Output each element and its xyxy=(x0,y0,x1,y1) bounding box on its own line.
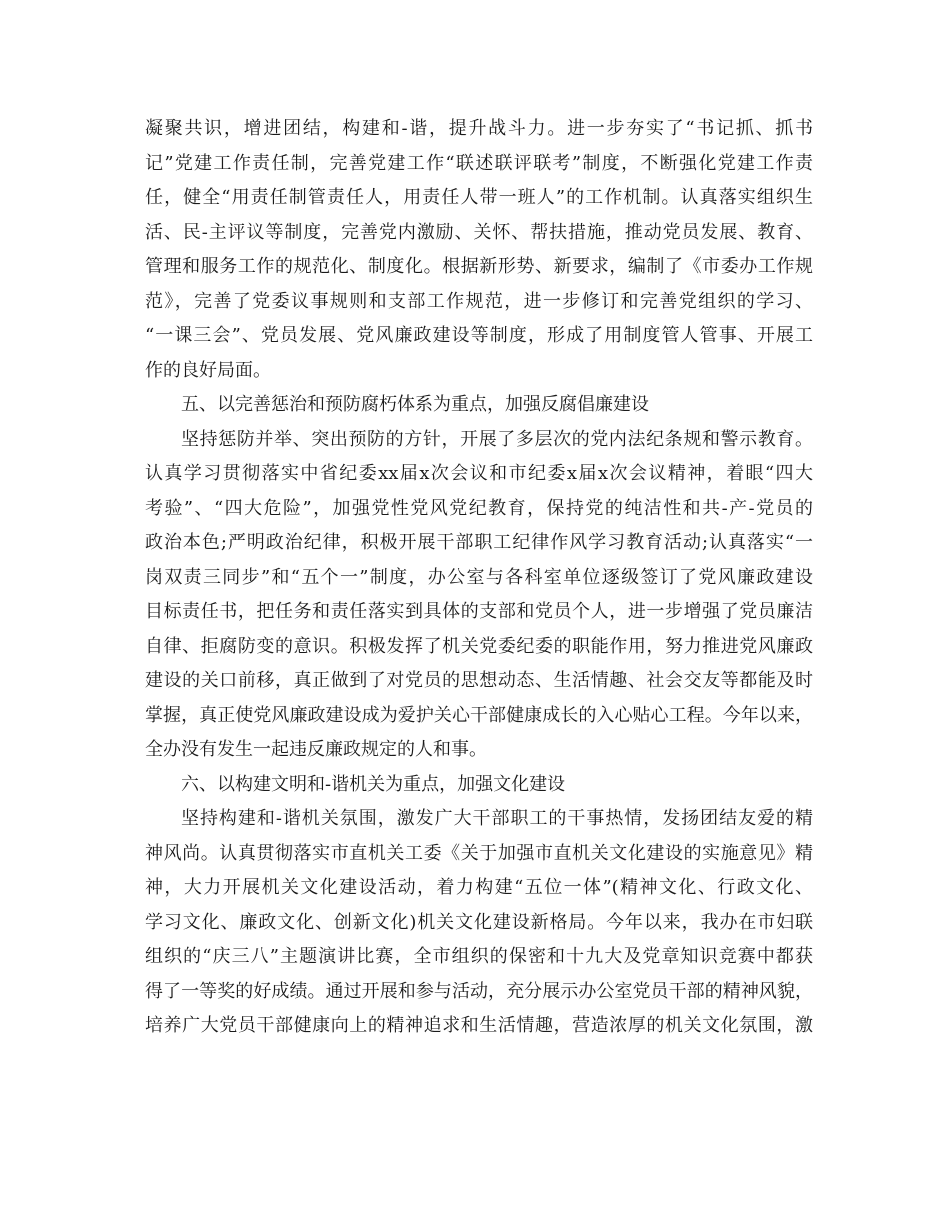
text-line: 神风尚。认真贯彻落实市直机关工委《关于加强市直机关文化建设的实施意见》精 xyxy=(145,842,813,864)
text-line: 管理和服务工作的规范化、制度化。根据新形势、新要求，编制了《市委办工作规 xyxy=(145,256,813,277)
text-line: 全办没有发生一起违反廉政规定的人和事。 xyxy=(145,739,487,760)
text-line: 掌握，真正使党风廉政建设成为爱护关心干部健康成长的入心贴心工程。今年以来， xyxy=(145,704,813,726)
text-line: 学习文化、廉政文化、创新文化)机关文化建设新格局。今年以来，我办在市妇联 xyxy=(145,911,813,933)
section-heading-5: 五、以完善惩治和预防腐朽体系为重点，加强反腐倡廉建设 xyxy=(181,394,649,415)
text-line: 范》，完善了党委议事规则和支部工作规范，进一步修订和完善党组织的学习、 xyxy=(145,290,813,312)
text-line: 任，健全“用责任制管责任人，用责任人带一班人”的工作机制。认真落实组织生 xyxy=(145,187,813,208)
text-line: 目标责任书，把任务和责任落实到具体的支部和党员个人，进一步增强了党员廉洁 xyxy=(145,601,813,622)
text-line: 建设的关口前移，真正做到了对党员的思想动态、生活情趣、社会交友等都能及时 xyxy=(145,670,813,691)
text-line: 坚持构建和-谐机关氛围，激发广大干部职工的干事热情，发扬团结友爱的精 xyxy=(181,808,813,829)
text-line: 记”党建工作责任制，完善党建工作“联述联评联考”制度，不断强化党建工作责 xyxy=(145,152,813,174)
text-line: 培养广大党员干部健康向上的精神追求和生活情趣，营造浓厚的机关文化氛围，激 xyxy=(145,1015,813,1036)
text-line: 考验”、“四大危险”，加强党性党风党纪教育，保持党的纯洁性和共-产-党员的 xyxy=(145,497,813,519)
text-line: 岗双责三同步”和“五个一”制度，办公室与各科室单位逐级签订了党风廉政建设 xyxy=(145,566,813,588)
paragraph-culture xyxy=(145,802,813,1044)
text-line: “一课三会”、党员发展、党风廉政建设等制度，形成了用制度管人管事、开展工 xyxy=(145,325,813,346)
section-heading-6: 六、以构建文明和-谐机关为重点，加强文化建设 xyxy=(181,773,566,795)
text-line: 作的良好局面。 xyxy=(145,359,271,381)
text-line: 自律、拒腐防变的意识。积极发挥了机关党委纪委的职能作用，努力推进党风廉政 xyxy=(145,635,813,657)
text-line: 组织的“庆三八”主题演讲比赛，全市组织的保密和十九大及党章知识竞赛中都获 xyxy=(145,946,813,967)
text-line: 凝聚共识，增进团结，构建和-谐，提升战斗力。进一步夯实了“书记抓、抓书 xyxy=(145,118,813,139)
text-line: 活、民-主评议等制度，完善党内激励、关怀、帮扶措施，推动党员发展、教育、 xyxy=(145,221,813,243)
document-body xyxy=(145,112,813,1044)
text-line: 认真学习贯彻落实中省纪委xx届x次会议和市纪委x届x次会议精神，着眼“四大 xyxy=(145,463,813,484)
text-line: 神，大力开展机关文化建设活动，着力构建“五位一体”(精神文化、行政文化、 xyxy=(145,877,813,898)
text-line: 得了一等奖的好成绩。通过开展和参与活动，充分展示办公室党员干部的精神风貌， xyxy=(145,980,813,1002)
paragraph-anti-corruption xyxy=(145,423,813,768)
paragraph-party-building xyxy=(145,112,813,388)
text-line: 政治本色;严明政治纪律，积极开展干部职工纪律作风学习教育活动;认真落实“一 xyxy=(145,532,813,553)
text-line: 坚持惩防并举、突出预防的方针，开展了多层次的党内法纪条规和警示教育。 xyxy=(181,428,813,450)
